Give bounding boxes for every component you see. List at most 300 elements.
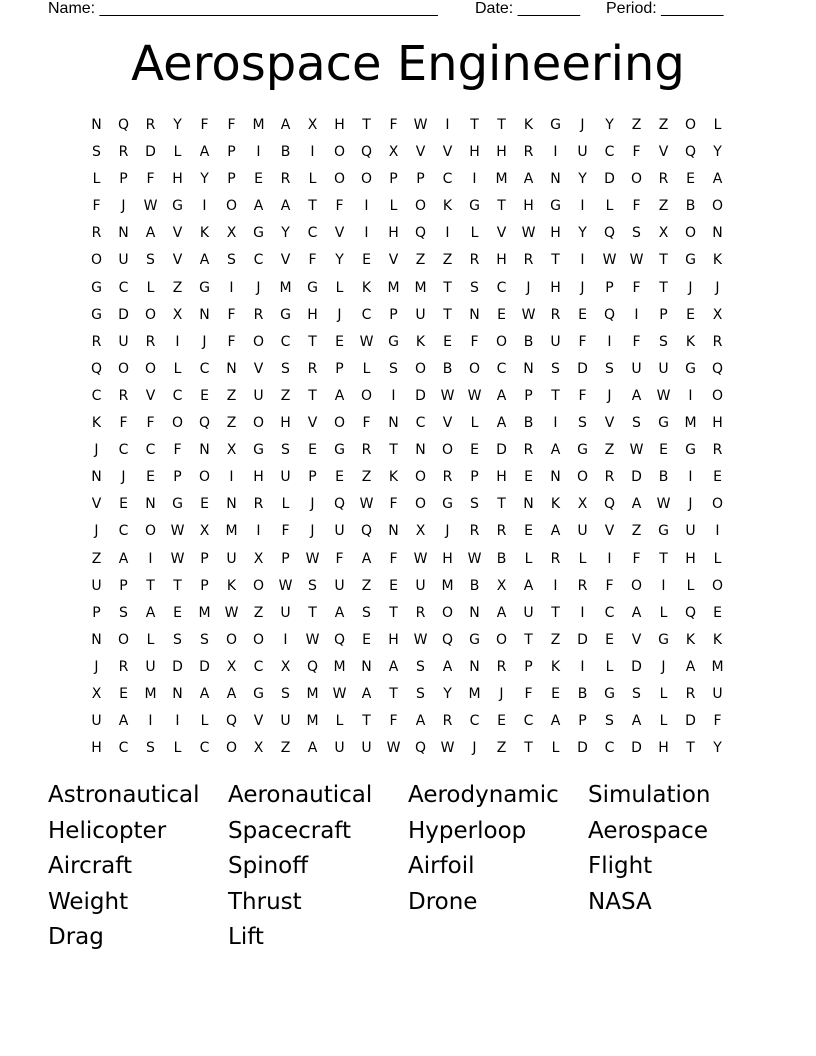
grid-letter: K [415, 333, 426, 350]
grid-letter: A [523, 577, 534, 594]
grid-letter: R [442, 469, 453, 486]
grid-letter: O [711, 496, 724, 513]
grid-letter: R [253, 306, 264, 323]
grid-letter: H [91, 740, 102, 757]
grid-letter: W [224, 604, 239, 621]
grid-letter: O [360, 171, 373, 188]
grid-letter: I [607, 333, 612, 350]
grid-letter: F [389, 713, 398, 730]
grid-letter: E [659, 442, 668, 459]
grid-letter: F [713, 713, 722, 730]
grid-letter: I [364, 198, 369, 215]
grid-letter: T [659, 252, 668, 269]
grid-letter: P [335, 360, 344, 377]
grid-letter: F [632, 144, 641, 161]
grid-letter: W [413, 550, 428, 567]
grid-letter: T [389, 604, 398, 621]
grid-letter: I [580, 604, 585, 621]
grid-letter: N [226, 360, 237, 377]
grid-letter: E [497, 713, 506, 730]
grid-letter: F [146, 415, 155, 432]
grid-letter: G [280, 306, 291, 323]
grid-letter: V [172, 252, 183, 269]
grid-letter: I [472, 171, 477, 188]
grid-letter: I [364, 225, 369, 242]
grid-letter: C [199, 740, 210, 757]
grid-letter: C [523, 713, 534, 730]
grid-letter: Y [713, 740, 722, 757]
grid-letter: T [524, 631, 533, 648]
grid-letter: L [713, 117, 722, 133]
grid-letter: L [146, 631, 155, 648]
grid-letter: H [334, 117, 345, 133]
grid-letter: N [91, 469, 102, 486]
grid-letter: L [389, 198, 398, 215]
grid-letter: T [389, 685, 398, 702]
grid-letter: G [334, 442, 345, 459]
grid-letter: F [308, 252, 317, 269]
grid-letter: O [684, 117, 697, 133]
grid-letter: O [252, 415, 265, 432]
grid-letter: M [144, 685, 157, 702]
grid-letter: I [256, 144, 261, 161]
grid-letter: I [148, 713, 153, 730]
grid-letter: D [145, 144, 156, 161]
grid-letter: Q [441, 631, 454, 648]
grid-letter: K [226, 577, 237, 594]
grid-letter: J [580, 117, 585, 133]
grid-letter: D [685, 713, 696, 730]
grid-letter: F [632, 198, 641, 215]
grid-letter: G [550, 198, 561, 215]
grid-letter: E [119, 496, 128, 513]
grid-letter: T [659, 279, 668, 296]
grid-letter: V [442, 144, 453, 161]
grid-letter: E [389, 577, 398, 594]
grid-letter: N [523, 496, 534, 513]
grid-letter: U [334, 523, 345, 540]
word-list-item: NASA [588, 888, 652, 915]
grid-letter: V [334, 225, 345, 242]
grid-letter: A [442, 658, 453, 675]
grid-letter: G [685, 360, 696, 377]
grid-letter: C [496, 279, 507, 296]
grid-letter: C [415, 415, 426, 432]
grid-letter: M [225, 523, 238, 540]
grid-letter: L [173, 740, 182, 757]
grid-letter: V [172, 225, 183, 242]
grid-letter: I [310, 144, 315, 161]
grid-letter: A [415, 713, 426, 730]
grid-letter: U [712, 685, 723, 702]
grid-letter: L [362, 360, 371, 377]
grid-letter: Z [442, 252, 453, 269]
grid-letter: C [496, 360, 507, 377]
word-list-item: Aeronautical [228, 782, 373, 808]
grid-letter: E [308, 442, 317, 459]
grid-letter: U [334, 740, 345, 757]
grid-letter: P [200, 577, 209, 594]
word-list-item: Thrust [228, 888, 302, 915]
grid-letter: G [469, 631, 480, 648]
grid-letter: I [256, 523, 261, 540]
grid-letter: T [497, 198, 506, 215]
grid-letter: Q [360, 144, 373, 161]
grid-letter: S [605, 360, 614, 377]
grid-letter: O [630, 171, 643, 188]
grid-letter: E [335, 469, 344, 486]
grid-letter: X [226, 225, 237, 242]
grid-letter: U [415, 577, 426, 594]
grid-letter: R [496, 523, 507, 540]
grid-letter: P [92, 604, 101, 621]
word-list [48, 778, 768, 956]
grid-letter: E [524, 469, 533, 486]
grid-letter: E [551, 685, 560, 702]
grid-letter: A [496, 604, 507, 621]
word-search-grid [83, 114, 731, 764]
grid-letter: E [362, 252, 371, 269]
grid-letter: U [253, 387, 264, 404]
grid-letter: B [685, 198, 696, 215]
grid-letter: B [523, 333, 534, 350]
grid-letter: E [578, 306, 587, 323]
grid-letter: G [91, 306, 102, 323]
grid-letter: A [550, 713, 561, 730]
grid-letter: Q [333, 631, 346, 648]
grid-letter: E [686, 171, 695, 188]
grid-letter: J [310, 496, 315, 513]
grid-letter: F [389, 496, 398, 513]
grid-letter: X [658, 225, 669, 242]
grid-letter: G [658, 631, 669, 648]
grid-letter: G [550, 117, 561, 133]
grid-letter: O [144, 523, 157, 540]
grid-letter: L [308, 171, 317, 188]
grid-letter: D [199, 658, 210, 675]
grid-letter: H [496, 252, 507, 269]
grid-letter: X [226, 442, 237, 459]
grid-letter: K [91, 415, 102, 432]
grid-letter: Q [360, 523, 373, 540]
grid-letter: Z [361, 577, 372, 594]
grid-letter: Q [684, 604, 697, 621]
grid-letter: S [632, 415, 641, 432]
grid-letter: O [468, 360, 481, 377]
grid-letter: P [281, 550, 290, 567]
grid-letter: P [524, 658, 533, 675]
grid-letter: P [605, 279, 614, 296]
grid-letter: I [148, 550, 153, 567]
grid-letter: G [388, 333, 399, 350]
grid-letter: S [551, 360, 560, 377]
grid-letter: P [227, 144, 236, 161]
grid-letter: A [118, 550, 129, 567]
grid-letter: V [604, 523, 615, 540]
grid-letter: U [145, 658, 156, 675]
grid-letter: R [550, 306, 561, 323]
grid-letter: E [200, 387, 209, 404]
grid-letter: S [119, 604, 128, 621]
grid-letter: W [521, 225, 536, 242]
grid-letter: H [712, 415, 723, 432]
grid-letter: A [496, 387, 507, 404]
grid-letter: C [118, 740, 129, 757]
grid-letter: W [467, 550, 482, 567]
grid-letter: L [173, 360, 182, 377]
grid-letter: T [470, 117, 479, 133]
grid-letter: O [198, 469, 211, 486]
grid-letter: P [470, 469, 479, 486]
grid-letter: C [253, 658, 264, 675]
grid-letter: T [146, 577, 155, 594]
grid-letter: V [388, 252, 399, 269]
grid-letter: N [469, 306, 480, 323]
grid-letter: M [711, 658, 724, 675]
grid-letter: G [442, 496, 453, 513]
grid-letter: U [118, 252, 129, 269]
grid-letter: E [443, 333, 452, 350]
grid-letter: Z [496, 740, 507, 757]
grid-letter: U [415, 306, 426, 323]
grid-letter: L [686, 577, 695, 594]
grid-letter: T [551, 604, 560, 621]
grid-letter: P [227, 171, 236, 188]
grid-letter: T [497, 117, 506, 133]
grid-letter: Z [280, 740, 291, 757]
grid-letter: H [280, 415, 291, 432]
grid-letter: J [580, 279, 585, 296]
grid-letter: C [172, 387, 183, 404]
grid-letter: O [333, 171, 346, 188]
grid-letter: P [416, 171, 425, 188]
grid-letter: J [202, 333, 207, 350]
grid-letter: G [172, 496, 183, 513]
grid-letter: C [307, 225, 318, 242]
grid-letter: Y [713, 144, 722, 161]
grid-letter: D [415, 387, 426, 404]
grid-letter: U [577, 523, 588, 540]
grid-letter: A [631, 713, 642, 730]
grid-letter: N [172, 685, 183, 702]
grid-letter: O [117, 360, 130, 377]
grid-letter: C [118, 279, 129, 296]
grid-letter: C [118, 523, 129, 540]
grid-letter: F [524, 685, 533, 702]
grid-letter: R [523, 442, 534, 459]
grid-letter: O [360, 387, 373, 404]
grid-letter: R [307, 360, 318, 377]
grid-letter: K [685, 333, 696, 350]
grid-letter: F [146, 171, 155, 188]
grid-letter: B [496, 550, 507, 567]
grid-letter: Z [631, 523, 642, 540]
grid-letter: V [307, 415, 318, 432]
grid-letter: Y [443, 685, 452, 702]
grid-letter: E [605, 631, 614, 648]
grid-letter: R [442, 713, 453, 730]
grid-letter: X [415, 523, 426, 540]
grid-letter: N [550, 469, 561, 486]
grid-letter: U [334, 577, 345, 594]
word-list-item: Lift [228, 924, 264, 950]
grid-letter: Q [711, 360, 724, 377]
grid-letter: O [414, 496, 427, 513]
word-list-item: Spacecraft [228, 817, 351, 844]
period-field-label: Period: _______ [606, 0, 724, 17]
grid-letter: Y [578, 171, 587, 188]
grid-letter: J [688, 279, 693, 296]
grid-letter: N [469, 604, 480, 621]
grid-letter: V [145, 387, 156, 404]
grid-letter: C [361, 306, 372, 323]
grid-letter: O [711, 577, 724, 594]
grid-letter: L [605, 198, 614, 215]
grid-letter: P [524, 387, 533, 404]
grid-letter: U [91, 577, 102, 594]
grid-letter: B [442, 360, 453, 377]
grid-letter: Z [91, 550, 102, 567]
grid-letter: O [414, 360, 427, 377]
grid-letter: Z [631, 117, 642, 133]
grid-letter: K [199, 225, 210, 242]
grid-letter: B [469, 577, 480, 594]
grid-letter: G [469, 198, 480, 215]
grid-letter: R [91, 225, 102, 242]
grid-letter: U [523, 604, 534, 621]
grid-letter: H [307, 306, 318, 323]
grid-letter: F [389, 117, 398, 133]
grid-letter: S [632, 685, 641, 702]
grid-letter: G [253, 685, 264, 702]
grid-letter: Q [603, 496, 616, 513]
grid-letter: W [413, 117, 428, 133]
grid-letter: K [685, 631, 696, 648]
grid-letter: E [173, 604, 182, 621]
grid-letter: A [307, 740, 318, 757]
grid-letter: T [443, 306, 452, 323]
grid-letter: U [361, 740, 372, 757]
grid-letter: G [577, 442, 588, 459]
grid-letter: E [497, 306, 506, 323]
grid-letter: J [661, 658, 666, 675]
grid-letter: P [389, 171, 398, 188]
grid-letter: H [469, 144, 480, 161]
grid-letter: R [658, 171, 669, 188]
grid-letter: C [604, 604, 615, 621]
grid-letter: T [551, 252, 560, 269]
grid-letter: W [170, 523, 185, 540]
grid-letter: V [604, 415, 615, 432]
word-list-item: Spinoff [228, 853, 309, 879]
grid-letter: G [685, 442, 696, 459]
grid-letter: N [712, 225, 723, 242]
grid-letter: G [604, 685, 615, 702]
grid-letter: R [118, 387, 129, 404]
grid-letter: R [469, 252, 480, 269]
grid-letter: D [631, 658, 642, 675]
grid-letter: O [495, 631, 508, 648]
grid-letter: K [523, 117, 534, 133]
grid-letter: R [712, 333, 723, 350]
grid-letter: Q [225, 713, 238, 730]
grid-letter: M [306, 713, 319, 730]
grid-letter: A [361, 685, 372, 702]
grid-letter: I [661, 577, 666, 594]
grid-letter: X [280, 658, 291, 675]
grid-letter: I [688, 387, 693, 404]
grid-letter: S [416, 658, 425, 675]
grid-letter: J [94, 442, 99, 459]
grid-letter: W [278, 577, 293, 594]
grid-letter: Q [306, 658, 319, 675]
grid-letter: L [659, 713, 668, 730]
grid-letter: A [685, 658, 696, 675]
grid-letter: A [199, 252, 210, 269]
grid-letter: R [91, 333, 102, 350]
grid-letter: H [388, 225, 399, 242]
grid-letter: C [253, 252, 264, 269]
grid-letter: K [712, 252, 723, 269]
word-list-item: Astronautical [48, 782, 200, 808]
grid-letter: U [226, 550, 237, 567]
grid-letter: R [712, 442, 723, 459]
grid-letter: G [253, 225, 264, 242]
grid-letter: O [252, 577, 265, 594]
grid-letter: H [658, 740, 669, 757]
grid-letter: R [523, 144, 534, 161]
grid-letter: T [389, 442, 398, 459]
grid-letter: S [281, 442, 290, 459]
grid-letter: M [468, 685, 481, 702]
grid-letter: P [173, 469, 182, 486]
grid-letter: A [334, 387, 345, 404]
grid-letter: I [175, 333, 180, 350]
word-list-item: Drag [48, 924, 104, 950]
word-list-item: Drone [408, 888, 478, 915]
grid-letter: J [472, 740, 477, 757]
grid-letter: W [629, 252, 644, 269]
grid-letter: I [445, 225, 450, 242]
grid-letter: N [469, 658, 480, 675]
grid-letter: M [495, 171, 508, 188]
grid-letter: Q [90, 360, 103, 377]
grid-letter: Q [414, 740, 427, 757]
grid-letter: G [172, 198, 183, 215]
grid-letter: A [145, 604, 156, 621]
grid-letter: O [414, 469, 427, 486]
grid-letter: W [629, 442, 644, 459]
grid-letter: C [604, 144, 615, 161]
word-list-item: Aircraft [48, 853, 132, 879]
grid-letter: A [631, 604, 642, 621]
grid-letter: D [577, 740, 588, 757]
grid-letter: T [173, 577, 182, 594]
grid-letter: X [172, 306, 183, 323]
grid-letter: J [337, 306, 342, 323]
grid-letter: I [607, 550, 612, 567]
grid-letter: L [281, 496, 290, 513]
grid-letter: W [359, 496, 374, 513]
grid-letter: H [172, 171, 183, 188]
grid-letter: S [362, 604, 371, 621]
grid-letter: R [577, 577, 588, 594]
grid-letter: U [280, 713, 291, 730]
grid-letter: H [388, 631, 399, 648]
grid-letter: R [550, 550, 561, 567]
grid-letter: S [146, 740, 155, 757]
grid-letter: V [253, 360, 264, 377]
